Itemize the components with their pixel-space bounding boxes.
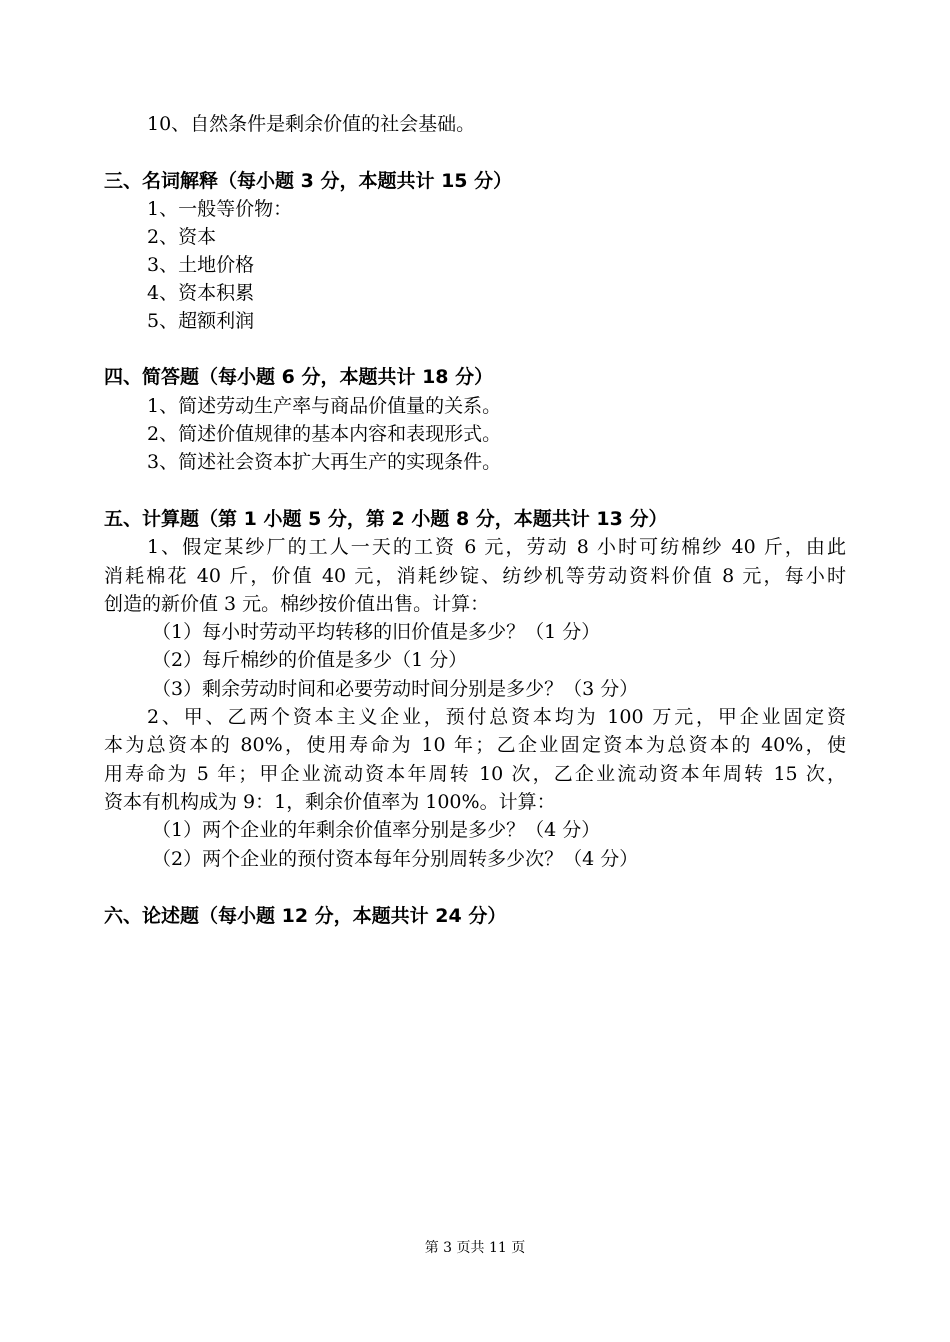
- page-number-footer: 第 3 页共 11 页: [424, 1240, 526, 1256]
- calc-q1-sub-3: （3）剩余劳动时间和必要劳动时间分别是多少？（3 分）: [152, 678, 639, 700]
- calc-q2-line-3: 用寿命为 5 年；甲企业流动资本年周转 10 次，乙企业流动资本年周转 15 次，: [104, 763, 846, 785]
- calc-q2-line-2: 本为总资本的 80%，使用寿命为 10 年；乙企业固定资本为总资本的 40%，使: [104, 734, 846, 756]
- calc-q1-sub-2: （2）每斤棉纱的价值是多少（1 分）: [152, 649, 468, 671]
- section-4-heading: 四、简答题（每小题 6 分，本题共计 18 分）: [104, 366, 494, 388]
- term-item-1: 1、一般等价物：: [147, 198, 293, 220]
- short-answer-3: 3、简述社会资本扩大再生产的实现条件。: [147, 451, 502, 473]
- calc-q1-line-1: 1、假定某纱厂的工人一天的工资 6 元，劳动 8 小时可纺棉纱 40 斤，由此: [147, 536, 846, 558]
- calc-q1-line-2: 消耗棉花 40 斤，价值 40 元，消耗纱锭、纺纱机等劳动资料价值 8 元，每小时: [104, 565, 846, 587]
- section-3-heading: 三、名词解释（每小题 3 分，本题共计 15 分）: [104, 170, 513, 192]
- short-answer-1: 1、简述劳动生产率与商品价值量的关系。: [147, 395, 502, 417]
- calc-q1-line-3: 创造的新价值 3 元。棉纱按价值出售。计算：: [104, 593, 490, 615]
- calc-q2-sub-2: （2）两个企业的预付资本每年分别周转多少次？（4 分）: [152, 848, 639, 870]
- term-item-4: 4、资本积累: [147, 282, 255, 304]
- calc-q2-sub-1: （1）两个企业的年剩余价值率分别是多少？（4 分）: [152, 819, 601, 841]
- calc-q2-line-4: 资本有机构成为 9：1，剩余价值率为 100%。计算：: [104, 791, 556, 813]
- calc-q2-line-1: 2、甲、乙两个资本主义企业，预付总资本均为 100 万元，甲企业固定资: [147, 706, 846, 728]
- section-6-heading: 六、论述题（每小题 12 分，本题共计 24 分）: [104, 905, 507, 927]
- short-answer-2: 2、简述价值规律的基本内容和表现形式。: [147, 423, 502, 445]
- term-item-2: 2、资本: [147, 226, 217, 248]
- calc-q1-sub-1: （1）每小时劳动平均转移的旧价值是多少？（1 分）: [152, 621, 601, 643]
- term-item-5: 5、超额利润: [147, 310, 255, 332]
- section-5-heading: 五、计算题（第 1 小题 5 分，第 2 小题 8 分，本题共计 13 分）: [104, 508, 668, 530]
- term-item-3: 3、土地价格: [147, 254, 255, 276]
- item-10: 10、自然条件是剩余价值的社会基础。: [147, 113, 476, 135]
